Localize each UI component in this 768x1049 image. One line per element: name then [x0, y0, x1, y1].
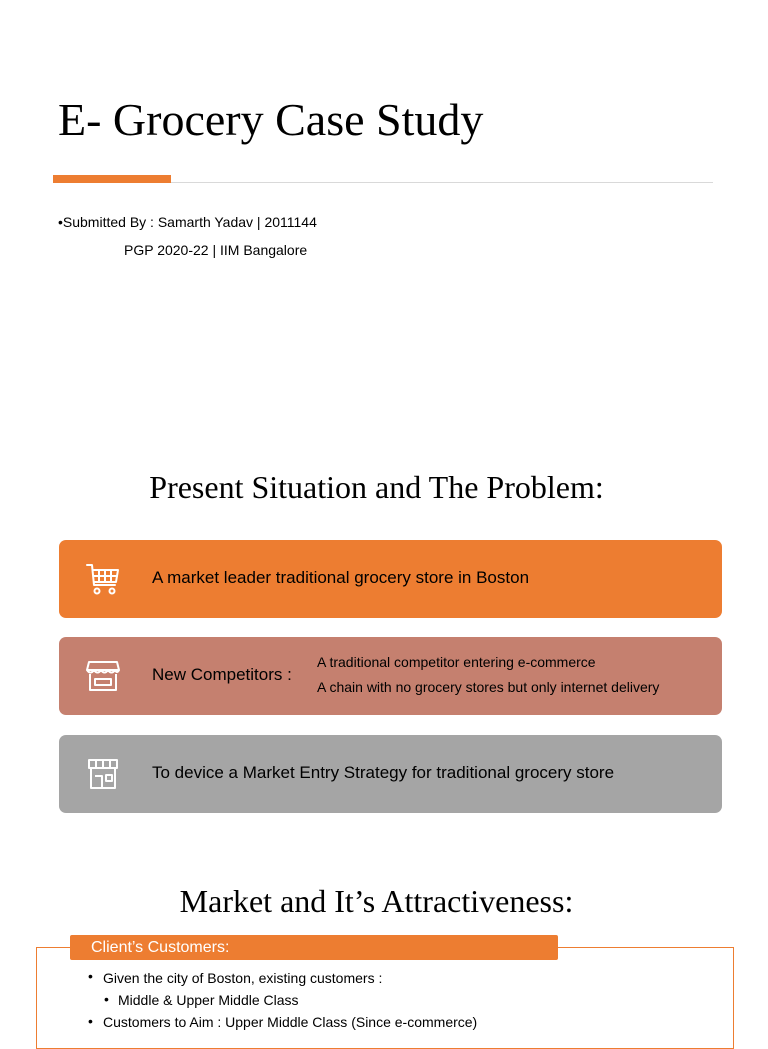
bullet-dot-icon: •: [88, 968, 93, 984]
situation-card: [59, 540, 722, 618]
bullet-customers-to-aim: Customers to Aim : Upper Middle Class (Since e-commerce): [103, 1014, 478, 1030]
market-heading: Market and It’s Attractiveness:: [179, 883, 574, 919]
objective-card: [59, 735, 722, 813]
submitted-by-text: •Submitted By : Samarth Yadav | 2011144: [58, 214, 317, 230]
competitor-line-2: A chain with no grocery stores but only internet delivery: [317, 679, 660, 695]
storefront-icon: [85, 756, 121, 792]
competitor-line-1: A traditional competitor entering e-commerce: [317, 654, 596, 670]
slide-title: E- Grocery Case Study: [58, 94, 484, 145]
title-accent-bar: [53, 175, 171, 183]
program-text: PGP 2020-22 | IIM Bangalore: [124, 242, 308, 258]
competitors-label: New Competitors :: [152, 665, 292, 684]
title-divider: [171, 182, 713, 183]
customers-tab-label: Client’s Customers:: [91, 939, 230, 956]
market-stall-icon: [85, 658, 121, 694]
bullet-middle-class: Middle & Upper Middle Class: [118, 992, 299, 1008]
bullet-existing-customers: Given the city of Boston, existing customers :: [103, 970, 383, 986]
problem-heading: Present Situation and The Problem:: [149, 469, 604, 505]
bullet-dot-icon: •: [88, 1013, 93, 1029]
shopping-cart-icon: [85, 561, 121, 597]
objective-text: To device a Market Entry Strategy for traditional grocery store: [152, 763, 615, 782]
customers-tab: [70, 935, 558, 960]
situation-text: A market leader traditional grocery store in Boston: [152, 568, 530, 587]
competitors-card: [59, 637, 722, 715]
bullet-dot-icon: •: [104, 991, 109, 1007]
